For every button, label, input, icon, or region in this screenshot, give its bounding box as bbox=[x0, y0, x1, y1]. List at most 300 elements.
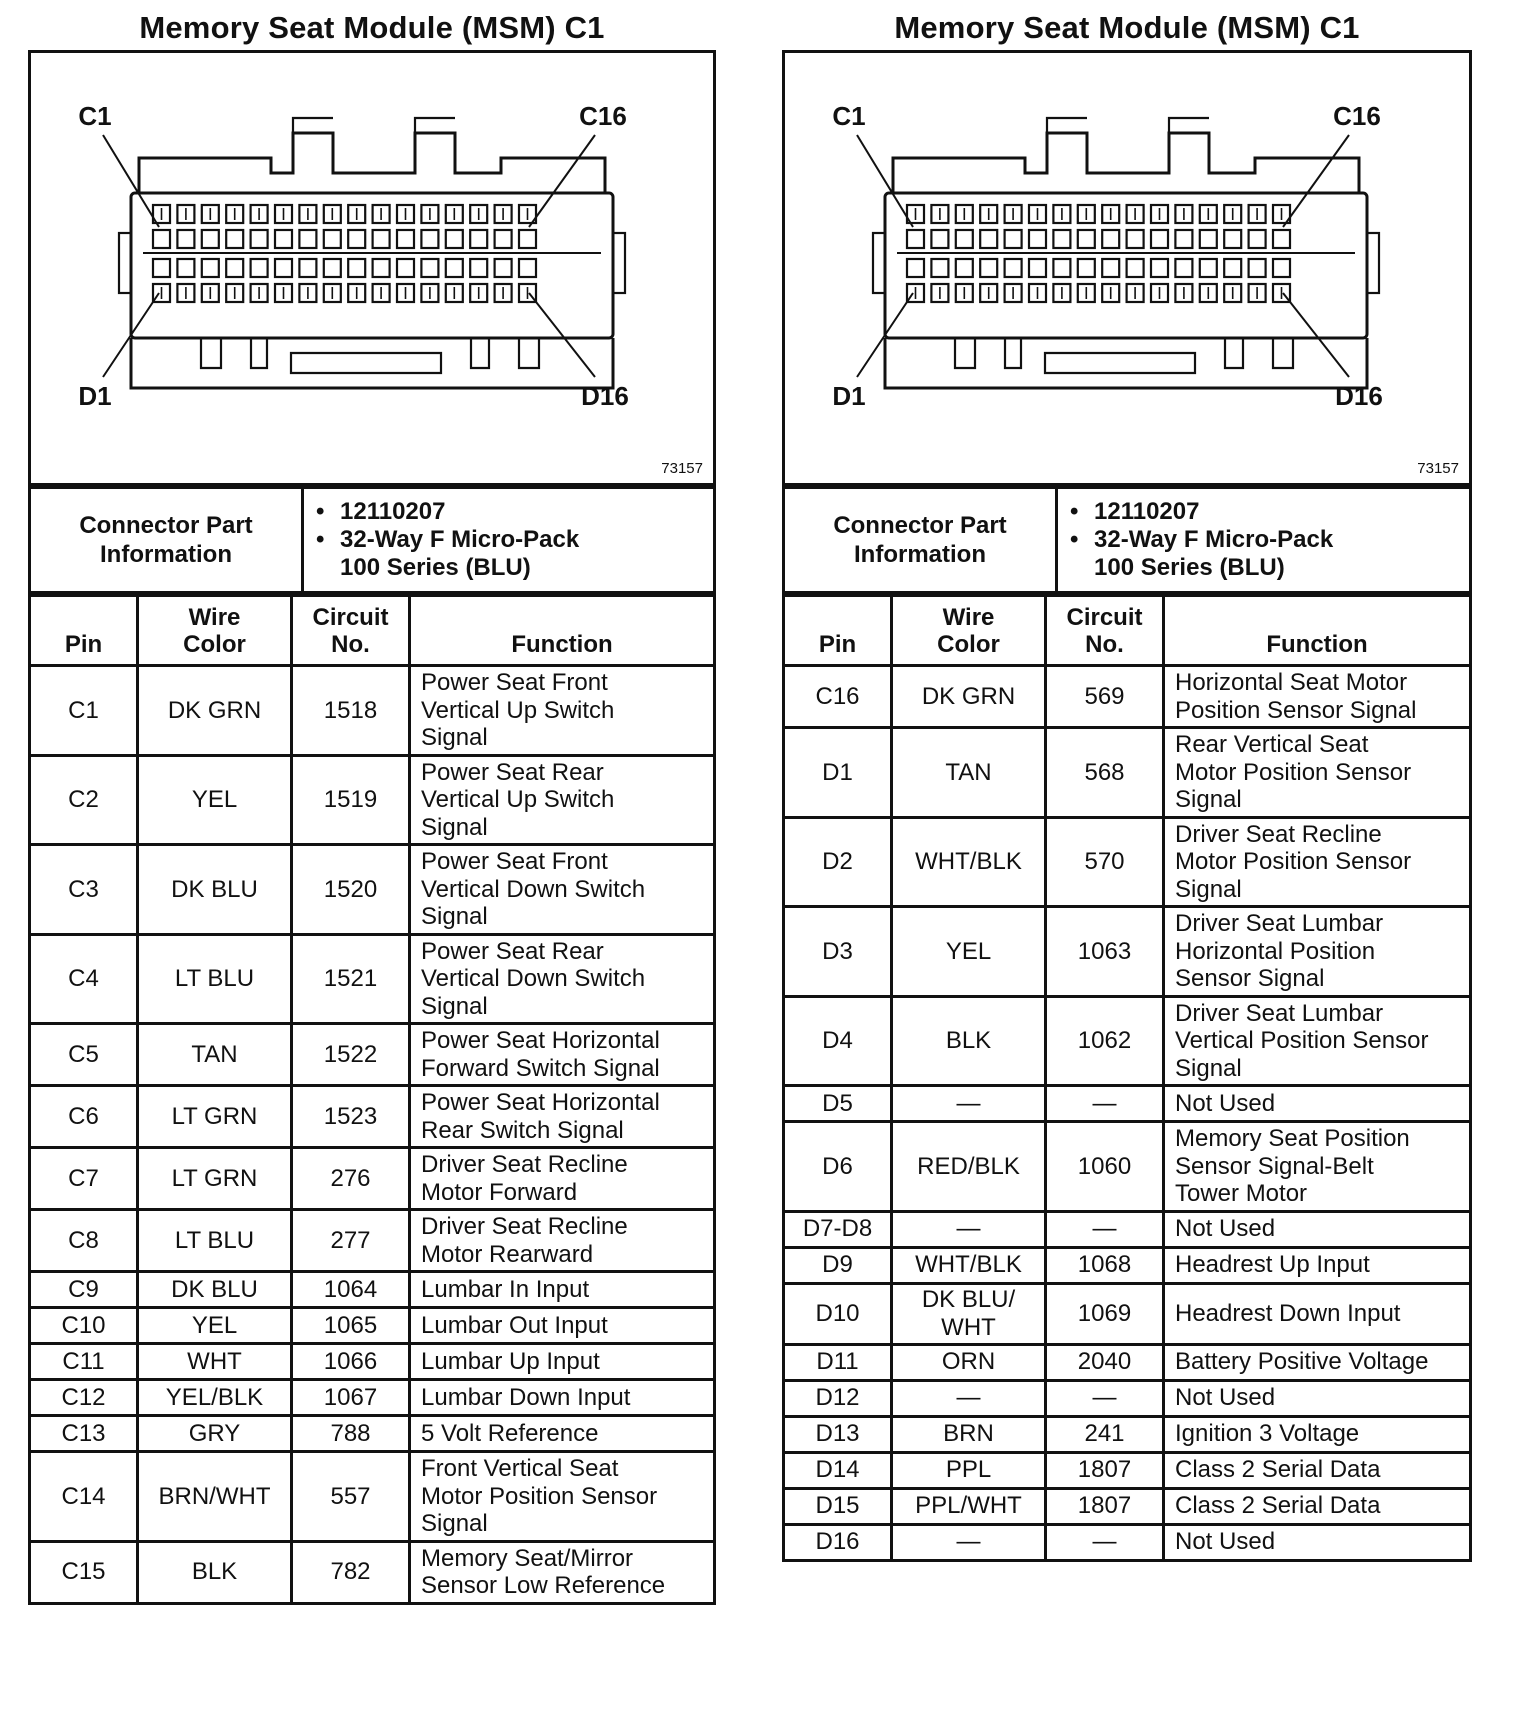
wire-color-cell-line: DK BLU/ bbox=[921, 1286, 1016, 1313]
circuit-cell: 241 bbox=[1046, 1416, 1164, 1452]
function-cell bbox=[410, 1452, 715, 1542]
wire-color-cell: YEL/BLK bbox=[138, 1380, 292, 1416]
function-cell bbox=[1164, 1344, 1471, 1380]
pin-cell: D3 bbox=[784, 907, 892, 997]
function-cell-line: Power Seat Rear bbox=[421, 758, 604, 786]
pin-row-c8 bbox=[30, 1210, 715, 1272]
function-cell-line: Headrest Down Input bbox=[1175, 1299, 1401, 1327]
panel-title: Memory Seat Module (MSM) C1 bbox=[894, 10, 1360, 45]
wire-color-cell: BRN/WHT bbox=[138, 1452, 292, 1542]
wire-color-cell: YEL bbox=[138, 1308, 292, 1344]
wire-color-cell: YEL bbox=[138, 755, 292, 845]
function-cell-line: Power Seat Horizontal bbox=[421, 1089, 660, 1116]
function-cell-line: Power Seat Front bbox=[421, 669, 608, 696]
circuit-cell: 1063 bbox=[1046, 907, 1164, 997]
pin-cavity bbox=[1200, 230, 1217, 248]
function-cell-line: Lumbar Down Input bbox=[421, 1383, 631, 1411]
connector-info-values bbox=[303, 488, 715, 593]
pin-row-c9 bbox=[30, 1272, 715, 1308]
wire-color-cell: YEL bbox=[892, 907, 1046, 997]
pin-cavity bbox=[1151, 259, 1168, 277]
circuit-cell: 1069 bbox=[1046, 1283, 1164, 1344]
pin-row-d3 bbox=[784, 907, 1471, 997]
wire-color-cell: TAN bbox=[138, 1024, 292, 1086]
connector-description-line2: 100 Series (BLU) bbox=[1094, 554, 1285, 581]
function-cell-line: Driver Seat Lumbar bbox=[1175, 910, 1384, 937]
pin-cavity bbox=[177, 259, 194, 277]
latch-detail bbox=[293, 118, 455, 133]
pin-cavity bbox=[956, 259, 973, 277]
pin-cavity bbox=[1175, 259, 1192, 277]
pin-label-d16: D16 bbox=[581, 381, 629, 411]
pin-cell: C2 bbox=[30, 755, 138, 845]
wire-color-cell: LT GRN bbox=[138, 1148, 292, 1210]
header-circuit-line1: Circuit bbox=[1066, 604, 1143, 631]
side-rib-left bbox=[119, 233, 131, 293]
function-cell bbox=[1164, 1247, 1471, 1283]
pin-row-c10 bbox=[30, 1308, 715, 1344]
function-cell-line: Motor Position Sensor bbox=[1175, 758, 1412, 786]
wire-color-cell: LT GRN bbox=[138, 1086, 292, 1148]
wire-color-cell: DK BLU bbox=[138, 1272, 292, 1308]
function-cell bbox=[1164, 1452, 1471, 1488]
pin-cavity bbox=[931, 230, 948, 248]
function-cell-line: Power Seat Horizontal bbox=[421, 1027, 660, 1054]
function-cell-line: Lumbar In Input bbox=[421, 1275, 590, 1303]
function-cell-line: Not Used bbox=[1175, 1215, 1276, 1243]
function-cell-line: Class 2 Serial Data bbox=[1175, 1456, 1381, 1484]
function-cell-line: Rear Vertical Seat bbox=[1175, 731, 1369, 758]
pin-row-c16 bbox=[784, 666, 1471, 728]
function-cell bbox=[1164, 728, 1471, 818]
pin-cell: C4 bbox=[30, 934, 138, 1024]
pin-cavity bbox=[1053, 259, 1070, 277]
pin-cavity bbox=[1005, 230, 1022, 248]
pin-row-c3 bbox=[30, 845, 715, 935]
pin-cell: C6 bbox=[30, 1086, 138, 1148]
connector-top-outline bbox=[893, 133, 1359, 193]
function-cell bbox=[410, 1344, 715, 1380]
connector-top-outline bbox=[139, 133, 605, 193]
pin-row-c5 bbox=[30, 1024, 715, 1086]
pin-cell: D9 bbox=[784, 1247, 892, 1283]
pin-cavity bbox=[519, 259, 536, 277]
pin-row-d4 bbox=[784, 996, 1471, 1086]
pin-row-c6 bbox=[30, 1086, 715, 1148]
side-rib-left bbox=[873, 233, 885, 293]
connector-info-label-line2: Information bbox=[854, 541, 986, 568]
connector-description-line1: • 32-Way F Micro-Pack bbox=[340, 526, 703, 554]
function-cell-line: Signal bbox=[421, 1510, 488, 1537]
connector-face-drawing bbox=[785, 53, 1469, 483]
pin-row-c4 bbox=[30, 934, 715, 1024]
pin-label-c16: C16 bbox=[579, 101, 627, 131]
pin-cavity bbox=[446, 259, 463, 277]
wire-color-cell bbox=[892, 1283, 1046, 1344]
function-cell bbox=[410, 934, 715, 1024]
pin-cavity bbox=[1102, 259, 1119, 277]
connector-part-info bbox=[782, 486, 1472, 594]
function-cell bbox=[1164, 1211, 1471, 1247]
pin-row-c13 bbox=[30, 1416, 715, 1452]
circuit-cell: 2040 bbox=[1046, 1344, 1164, 1380]
pin-cavity bbox=[1127, 230, 1144, 248]
pin-cell: D16 bbox=[784, 1524, 892, 1560]
header-pin: Pin bbox=[30, 596, 138, 666]
pin-cavity bbox=[275, 259, 292, 277]
pin-cavity bbox=[373, 230, 390, 248]
circuit-cell: 570 bbox=[1046, 817, 1164, 907]
function-cell bbox=[410, 666, 715, 756]
function-cell bbox=[1164, 1488, 1471, 1524]
pin-cavity bbox=[1273, 259, 1290, 277]
function-cell-line: Sensor Signal-Belt bbox=[1175, 1152, 1374, 1180]
pin-cavity bbox=[397, 259, 414, 277]
pin-cavity bbox=[1224, 259, 1241, 277]
pin-cavity bbox=[1029, 259, 1046, 277]
pin-cavity bbox=[202, 259, 219, 277]
header-circuit-no bbox=[1046, 596, 1164, 666]
circuit-cell: 1068 bbox=[1046, 1247, 1164, 1283]
function-cell-line: Position Sensor Signal bbox=[1175, 696, 1417, 724]
pin-cavity bbox=[446, 230, 463, 248]
function-cell-line: Driver Seat Recline bbox=[421, 1151, 628, 1178]
circuit-cell: 782 bbox=[292, 1541, 410, 1603]
circuit-cell: 1522 bbox=[292, 1024, 410, 1086]
pin-row-c11 bbox=[30, 1344, 715, 1380]
wire-color-cell: DK GRN bbox=[892, 666, 1046, 728]
function-cell bbox=[1164, 1122, 1471, 1212]
pin-cavity bbox=[324, 259, 341, 277]
function-cell-line: Sensor Signal bbox=[1175, 965, 1325, 992]
function-cell-line: Battery Positive Voltage bbox=[1175, 1348, 1429, 1376]
wire-color-cell-line: WHT bbox=[941, 1313, 996, 1341]
circuit-cell: 557 bbox=[292, 1452, 410, 1542]
function-cell-line: Rear Switch Signal bbox=[421, 1116, 624, 1144]
pin-label-c1: C1 bbox=[832, 101, 866, 131]
pin-row-c7 bbox=[30, 1148, 715, 1210]
function-cell-line: Lumbar Up Input bbox=[421, 1347, 600, 1375]
function-cell bbox=[1164, 907, 1471, 997]
pin-cell: D12 bbox=[784, 1380, 892, 1416]
pin-cavity bbox=[177, 230, 194, 248]
pin-cell: C7 bbox=[30, 1148, 138, 1210]
right-panel bbox=[782, 0, 1472, 1562]
pin-row-d10 bbox=[784, 1283, 1471, 1344]
function-cell bbox=[410, 1086, 715, 1148]
function-cell-line: Signal bbox=[1175, 786, 1242, 813]
circuit-cell: 1060 bbox=[1046, 1122, 1164, 1212]
pin-cavity bbox=[1273, 230, 1290, 248]
wire-color-cell: WHT/BLK bbox=[892, 817, 1046, 907]
circuit-cell: 1065 bbox=[292, 1308, 410, 1344]
circuit-cell: — bbox=[1046, 1524, 1164, 1560]
pin-cavity bbox=[907, 230, 924, 248]
pin-row-d2 bbox=[784, 817, 1471, 907]
left-panel bbox=[28, 0, 716, 1605]
function-cell-line: Motor Position Sensor bbox=[421, 1482, 658, 1510]
header-circuit-line2: No. bbox=[331, 631, 370, 658]
function-cell bbox=[410, 755, 715, 845]
pin-cavity bbox=[1005, 259, 1022, 277]
pin-cavity bbox=[299, 230, 316, 248]
function-cell bbox=[1164, 1524, 1471, 1560]
connector-face-drawing bbox=[31, 53, 713, 483]
pin-row-c14 bbox=[30, 1452, 715, 1542]
pin-cell: C13 bbox=[30, 1416, 138, 1452]
function-cell-line: Class 2 Serial Data bbox=[1175, 1492, 1381, 1520]
pin-row-c1 bbox=[30, 666, 715, 756]
function-cell-line: Motor Rearward bbox=[421, 1240, 594, 1268]
pin-cavity bbox=[495, 259, 512, 277]
side-rib-right bbox=[613, 233, 625, 293]
function-cell bbox=[1164, 996, 1471, 1086]
header-wire-line1: Wire bbox=[188, 604, 241, 631]
connector-description-line1: • 32-Way F Micro-Pack bbox=[1094, 526, 1459, 554]
function-cell-line: Driver Seat Recline bbox=[1175, 820, 1382, 848]
pin-row-d1 bbox=[784, 728, 1471, 818]
pin-cavity bbox=[348, 259, 365, 277]
pin-cell: D15 bbox=[784, 1488, 892, 1524]
function-cell-line: 5 Volt Reference bbox=[421, 1419, 599, 1447]
wire-color-cell: RED/BLK bbox=[892, 1122, 1046, 1212]
function-cell bbox=[1164, 817, 1471, 907]
function-cell-line: Driver Seat Lumbar bbox=[1175, 999, 1384, 1027]
header-wire-line2: Color bbox=[937, 631, 1000, 658]
figure-number: 73157 bbox=[661, 460, 703, 477]
circuit-cell: 1066 bbox=[292, 1344, 410, 1380]
panel-title: Memory Seat Module (MSM) C1 bbox=[139, 10, 605, 45]
pin-cell: C9 bbox=[30, 1272, 138, 1308]
header-wire-color bbox=[892, 596, 1046, 666]
function-cell bbox=[410, 1416, 715, 1452]
function-cell-line: Horizontal Seat Motor bbox=[1175, 669, 1408, 696]
pin-cavity bbox=[348, 230, 365, 248]
circuit-cell: 1067 bbox=[292, 1380, 410, 1416]
pin-cavity bbox=[251, 259, 268, 277]
part-number: • 12110207 bbox=[1094, 498, 1459, 526]
pin-cell: D1 bbox=[784, 728, 892, 818]
pin-table-header bbox=[784, 596, 1471, 666]
wire-color-cell: — bbox=[892, 1086, 1046, 1122]
pin-cell: D14 bbox=[784, 1452, 892, 1488]
wire-color-cell: DK BLU bbox=[138, 845, 292, 935]
pin-cell: D4 bbox=[784, 996, 892, 1086]
pin-cavity bbox=[495, 230, 512, 248]
wire-color-cell: LT BLU bbox=[138, 1210, 292, 1272]
wire-color-cell: DK GRN bbox=[138, 666, 292, 756]
pin-cavity bbox=[226, 259, 243, 277]
function-cell-line: Signal bbox=[421, 813, 488, 841]
pin-cavity bbox=[931, 259, 948, 277]
header-function: Function bbox=[410, 596, 715, 666]
pin-cavity bbox=[202, 230, 219, 248]
pin-cell: D2 bbox=[784, 817, 892, 907]
pin-row-d15 bbox=[784, 1488, 1471, 1524]
function-cell-line: Signal bbox=[421, 903, 488, 930]
circuit-cell: 1064 bbox=[292, 1272, 410, 1308]
function-cell-line: Front Vertical Seat bbox=[421, 1455, 619, 1482]
wire-color-cell: BLK bbox=[892, 996, 1046, 1086]
pin-cell: D11 bbox=[784, 1344, 892, 1380]
pin-cavity bbox=[1151, 230, 1168, 248]
pin-cell: D13 bbox=[784, 1416, 892, 1452]
pin-cavity bbox=[153, 259, 170, 277]
circuit-cell: 569 bbox=[1046, 666, 1164, 728]
pin-cavity bbox=[275, 230, 292, 248]
pin-row-d13 bbox=[784, 1416, 1471, 1452]
part-number: • 12110207 bbox=[340, 498, 703, 526]
header-pin: Pin bbox=[784, 596, 892, 666]
wire-color-cell: — bbox=[892, 1524, 1046, 1560]
connector-diagram bbox=[782, 50, 1472, 486]
connector-info-label bbox=[30, 488, 303, 593]
pin-cavity bbox=[1200, 259, 1217, 277]
function-cell-line: Vertical Up Switch bbox=[421, 696, 615, 724]
pin-label-d16: D16 bbox=[1335, 381, 1383, 411]
pin-cell: D10 bbox=[784, 1283, 892, 1344]
circuit-cell: — bbox=[1046, 1380, 1164, 1416]
pin-cavity bbox=[397, 230, 414, 248]
pin-cavity bbox=[1249, 259, 1266, 277]
pin-row-d11 bbox=[784, 1344, 1471, 1380]
function-cell-line: Not Used bbox=[1175, 1089, 1276, 1117]
pin-row-d5 bbox=[784, 1086, 1471, 1122]
circuit-cell: 276 bbox=[292, 1148, 410, 1210]
circuit-cell: 1521 bbox=[292, 934, 410, 1024]
connector-diagram bbox=[28, 50, 716, 486]
function-cell-line: Driver Seat Recline bbox=[421, 1213, 628, 1240]
connector-part-info bbox=[28, 486, 716, 594]
pin-cell: C15 bbox=[30, 1541, 138, 1603]
function-cell-line: Signal bbox=[1175, 875, 1242, 903]
pin-cell: C12 bbox=[30, 1380, 138, 1416]
function-cell bbox=[1164, 1086, 1471, 1122]
circuit-cell: 277 bbox=[292, 1210, 410, 1272]
function-cell bbox=[410, 1272, 715, 1308]
circuit-cell: 1807 bbox=[1046, 1452, 1164, 1488]
connector-info-label bbox=[784, 488, 1057, 593]
pin-cavity bbox=[1102, 230, 1119, 248]
function-cell-line: Vertical Position Sensor bbox=[1175, 1027, 1429, 1054]
wire-color-cell: BRN bbox=[892, 1416, 1046, 1452]
wire-color-cell: TAN bbox=[892, 728, 1046, 818]
circuit-cell: 1520 bbox=[292, 845, 410, 935]
function-cell bbox=[410, 1380, 715, 1416]
pin-cell: C5 bbox=[30, 1024, 138, 1086]
pin-row-d9 bbox=[784, 1247, 1471, 1283]
pin-table-header bbox=[30, 596, 715, 666]
pin-cavity bbox=[1029, 230, 1046, 248]
function-cell bbox=[410, 1024, 715, 1086]
connector-info-label-line1: Connector Part bbox=[79, 512, 253, 539]
header-wire-line2: Color bbox=[183, 631, 246, 658]
connector-info-label-line1: Connector Part bbox=[833, 512, 1007, 539]
function-cell-line: Forward Switch Signal bbox=[421, 1054, 660, 1082]
circuit-cell: 1807 bbox=[1046, 1488, 1164, 1524]
header-function: Function bbox=[1164, 596, 1471, 666]
pin-row-d14 bbox=[784, 1452, 1471, 1488]
function-cell-line: Tower Motor bbox=[1175, 1180, 1308, 1207]
leader-line-c16 bbox=[1283, 135, 1349, 227]
function-cell-line: Memory Seat/Mirror bbox=[421, 1544, 634, 1572]
connector-keyway bbox=[955, 338, 1293, 373]
pin-table-body bbox=[30, 666, 715, 1604]
header-wire-line1: Wire bbox=[942, 604, 995, 631]
pin-label-c16: C16 bbox=[1333, 101, 1381, 131]
function-cell-line: Memory Seat Position bbox=[1175, 1125, 1410, 1152]
pin-table-body bbox=[784, 666, 1471, 1561]
pin-cell: C3 bbox=[30, 845, 138, 935]
pin-row-c15 bbox=[30, 1541, 715, 1603]
pin-cavity bbox=[519, 230, 536, 248]
connector-info-label-line2: Information bbox=[100, 541, 232, 568]
circuit-cell: 1519 bbox=[292, 755, 410, 845]
pin-cavity bbox=[1078, 230, 1095, 248]
function-cell-line: Horizontal Position bbox=[1175, 937, 1376, 965]
pin-label-c1: C1 bbox=[78, 101, 112, 131]
pin-cell: C16 bbox=[784, 666, 892, 728]
function-cell bbox=[410, 1541, 715, 1603]
function-cell-line: Not Used bbox=[1175, 1384, 1276, 1412]
connector-keyway bbox=[201, 338, 539, 373]
function-cell-line: Vertical Up Switch bbox=[421, 786, 615, 813]
pin-cavity bbox=[1249, 230, 1266, 248]
function-cell-line: Headrest Up Input bbox=[1175, 1251, 1370, 1279]
pin-cavity bbox=[1175, 230, 1192, 248]
function-cell-line: Power Seat Front bbox=[421, 848, 608, 875]
pin-cavity bbox=[980, 259, 997, 277]
wire-color-cell: BLK bbox=[138, 1541, 292, 1603]
pin-table bbox=[782, 594, 1472, 1562]
pin-cavity bbox=[153, 230, 170, 248]
connector-info-values bbox=[1057, 488, 1471, 593]
function-cell bbox=[1164, 1416, 1471, 1452]
function-cell bbox=[410, 1308, 715, 1344]
function-cell bbox=[1164, 666, 1471, 728]
pin-cell: D5 bbox=[784, 1086, 892, 1122]
pin-cell: C1 bbox=[30, 666, 138, 756]
pin-cell: D6 bbox=[784, 1122, 892, 1212]
pin-label-d1: D1 bbox=[78, 381, 112, 411]
pin-row-d6 bbox=[784, 1122, 1471, 1212]
function-cell-line: Motor Forward bbox=[421, 1178, 578, 1206]
function-cell bbox=[1164, 1380, 1471, 1416]
wire-color-cell: — bbox=[892, 1211, 1046, 1247]
pin-cavity bbox=[907, 259, 924, 277]
latch-detail bbox=[1047, 118, 1209, 133]
wire-color-cell: PPL bbox=[892, 1452, 1046, 1488]
pin-cavity bbox=[1127, 259, 1144, 277]
pin-row-d12 bbox=[784, 1380, 1471, 1416]
wire-color-cell: ORN bbox=[892, 1344, 1046, 1380]
pin-row-d16 bbox=[784, 1524, 1471, 1560]
circuit-cell: 1062 bbox=[1046, 996, 1164, 1086]
pin-cavity bbox=[470, 230, 487, 248]
wire-color-cell: WHT bbox=[138, 1344, 292, 1380]
function-cell-line: Power Seat Rear bbox=[421, 937, 604, 965]
function-cell-line: Signal bbox=[421, 992, 488, 1020]
circuit-cell: 788 bbox=[292, 1416, 410, 1452]
pin-table bbox=[28, 594, 716, 1605]
pin-cavity bbox=[1053, 230, 1070, 248]
pin-cavity bbox=[251, 230, 268, 248]
function-cell-line: Ignition 3 Voltage bbox=[1175, 1420, 1360, 1448]
function-cell-line: Lumbar Out Input bbox=[421, 1311, 608, 1339]
circuit-cell: 1518 bbox=[292, 666, 410, 756]
function-cell bbox=[410, 1210, 715, 1272]
pin-cavity bbox=[470, 259, 487, 277]
